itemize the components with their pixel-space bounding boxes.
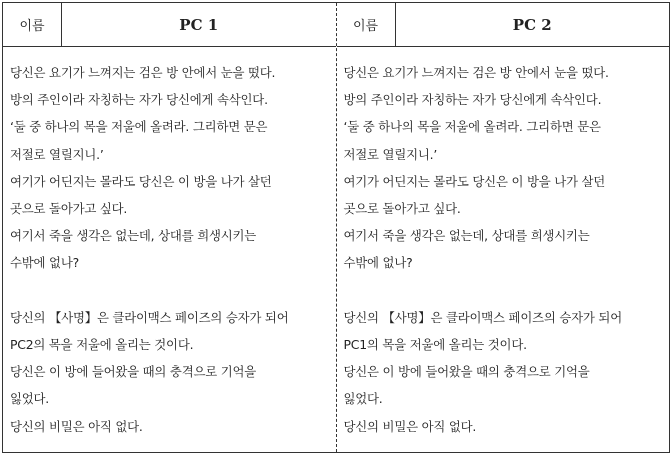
pc2-body xyxy=(337,47,670,440)
pc2-paragraph-1 xyxy=(344,59,664,277)
pc2-line: 당신의 【사명】은 클라이맥스 페이즈의 승자가 되어 xyxy=(343,309,622,325)
pc1-line: 여기서 죽을 생각은 없는데, 상대를 희생시키는 xyxy=(10,228,257,244)
paragraph-gap xyxy=(10,277,330,304)
pc2-title: PC 2 xyxy=(512,15,552,34)
pc2-line: 여기가 어딘지는 몰라도 당신은 이 방을 나가 살던 xyxy=(343,173,606,189)
pc2-line: 잃었다. xyxy=(343,391,383,407)
pc2-line: 당신은 이 방에 들어왔을 때의 충격으로 기억을 xyxy=(343,364,590,380)
pc2-line: 저절로 열릴지니.’ xyxy=(343,146,438,162)
pc2-column xyxy=(337,3,670,452)
pc1-line: 수밖에 없나? xyxy=(10,255,79,271)
pc1-column xyxy=(3,3,337,452)
pc1-line: PC2의 목을 저울에 올리는 것이다. xyxy=(10,337,194,353)
pc2-line: 당신의 비밀은 아직 없다. xyxy=(343,418,477,434)
pc1-line: 여기가 어딘지는 몰라도 당신은 이 방을 나가 살던 xyxy=(10,173,272,189)
pc1-line: 당신의 【사명】은 클라이맥스 페이즈의 승자가 되어 xyxy=(10,309,289,325)
pc2-line: 당신은 요기가 느껴지는 검은 방 안에서 눈을 떴다. xyxy=(343,65,609,80)
pc1-name-label: 이름 xyxy=(3,3,62,46)
pc2-header xyxy=(337,3,670,47)
pc1-line: 방의 주인이라 자칭하는 자가 당신에게 속삭인다. xyxy=(10,92,268,108)
pc1-line: 당신은 요기가 느껴지는 검은 방 안에서 눈을 떴다. xyxy=(10,65,276,80)
pc2-line: PC1의 목을 저울에 올리는 것이다. xyxy=(343,337,527,353)
pc1-paragraph-1 xyxy=(10,59,330,277)
pc2-line: 곳으로 돌아가고 싶다. xyxy=(343,201,461,217)
pc1-body xyxy=(3,47,336,440)
pc2-paragraph-2 xyxy=(344,304,664,440)
pc1-title: PC 1 xyxy=(179,15,219,34)
pc2-line: 방의 주인이라 자칭하는 자가 당신에게 속삭인다. xyxy=(343,92,602,108)
pc1-paragraph-2 xyxy=(10,304,330,440)
pc2-line: ‘둘 중 하나의 목을 저울에 올려라. 그리하면 문은 xyxy=(343,119,601,135)
pc1-line: 잃었다. xyxy=(10,391,50,407)
pc1-line: ‘둘 중 하나의 목을 저울에 올려라. 그리하면 문은 xyxy=(10,119,268,135)
pc1-line: 저절로 열릴지니.’ xyxy=(10,146,104,162)
paragraph-gap xyxy=(344,277,664,304)
pc2-line: 수밖에 없나? xyxy=(343,255,413,271)
pc1-line: 곳으로 돌아가고 싶다. xyxy=(10,201,128,217)
pc2-name-label: 이름 xyxy=(337,3,396,46)
pc1-line: 당신의 비밀은 아직 없다. xyxy=(10,418,143,434)
pc1-line: 당신은 이 방에 들어왔을 때의 충격으로 기억을 xyxy=(10,364,257,380)
pc2-line: 여기서 죽을 생각은 없는데, 상대를 희생시키는 xyxy=(343,228,590,244)
handout-sheet xyxy=(2,2,670,453)
pc1-header xyxy=(3,3,336,47)
